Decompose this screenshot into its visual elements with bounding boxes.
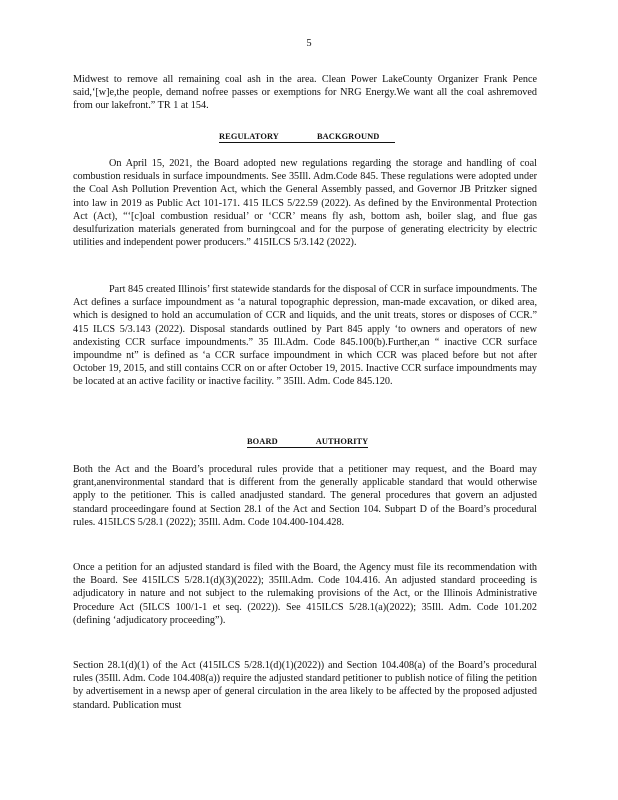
paragraph-authority-3: Section 28.1(d)(1) of the Act (415ILCS 5/28.1(d)(1)(2022)) and Section 104.408(a) of the Board’s procedural rules (35Ill. Adm. Code 104.408(a)) require the adjusted standard petitioner to publish notice of filing the petition by advertisement in a newsp aper of general circulation in the area likely to be affected by the proposed adjusted standard. Publication must <box>73 660 537 711</box>
heading-word: REGULATORY <box>219 132 279 141</box>
heading-word: BACKGROUND <box>316 132 380 141</box>
paragraph-intro: Midwest to remove all remaining coal ash in the area. Clean Power LakeCounty Organizer Frank Pence said,‘[w]e,the people, demand nofree passes or exemptions for NRG Energy.We want all the coal ashremoved from our lakefront.” TR 1 at 154. <box>73 74 537 112</box>
paragraph-regulatory-2: Part 845 created Illinois’ first statewide standards for the disposal of CCR in surface impoundments. The Act defines a surface impoundment as ‘a natural topographic depression, man-made excavation, or diked area, which is designed to hold an accumulation of CCR and liquids, and the unit treats, stores or disposes of CCR.” 415 ILCS 5/3.143 (2022). Disposal standards outlined by Part 845 apply ‘to owners and operators of new andexisting CCR surface impoundments.” 35 Ill.Adm. Code 845.100(b).Further,an “ inactive CCR surface impoundme nt” is defined as ‘a CCR surface impoundment in which CCR was placed before but not after October 19, 2015, and still contains CCR on or after October 19, 2015. Inactive CCR surface impoundments may be located at an active facility or inactive facility. ” 35Ill. Adm. Code 845.120. <box>73 284 537 388</box>
heading-regulatory-background <box>219 132 395 143</box>
paragraph-authority-2: Once a petition for an adjusted standard is filed with the Board, the Agency must file its recommendation with the Board. See 415ILCS 5/28.1(d)(3)(2022); 35Ill.Adm. Code 104.416. An adjusted standard proceeding is adjudicatory in nature and not subject to the rulemaking provisions of the Act, or the Illinois Administrative Procedure Act (5ILCS 100/1-1 et seq. (2022)). See 415ILCS 5/28.1(a)(2022); 35Ill. Adm. Code 101.202 (defining ‘adjudicatory proceeding”). <box>73 562 537 626</box>
page-number: 5 <box>306 38 312 49</box>
heading-board-authority <box>247 437 368 448</box>
paragraph-authority-1: Both the Act and the Board’s procedural rules provide that a petitioner may request, and the Board may grant,anenvironmental standard that is different from the generally applicable standard that would otherwise apply to the petitioner. This is called anadjusted standard. The general procedures that govern an adjusted standard proceedingare found at Section 28.1 of the Act and Section 104. Subpart D of the Board’s procedural rules. 415ILCS 5/28.1 (2022); 35Ill. Adm. Code 104.400-104.428. <box>73 464 537 528</box>
paragraph-regulatory-1: On April 15, 2021, the Board adopted new regulations regarding the storage and handling of coal combustion residuals in surface impoundments. See 35Ill. Adm.Code 845. These regulations were adopted under the Coal Ash Pollution Prevention Act, which the General Assembly passed, and Governor JB Pritzker signed into law in 2019 as Public Act 101-171. 415 ILCS 5/22.59 (2022). As defined by the Environmental Protection Act (Act), “‘[c]oal combustion residual’ or ‘CCR’ means fly ash, bottom ash, boiler slag, and flue gas desulfurization materials generated from burningcoal and for the purpose of generating electricity by electric utilities and independent power producers.” 415ILCS 5/3.142 (2022). <box>73 158 537 249</box>
heading-word: BOARD <box>247 437 278 446</box>
heading-word: AUTHORITY <box>315 437 369 446</box>
